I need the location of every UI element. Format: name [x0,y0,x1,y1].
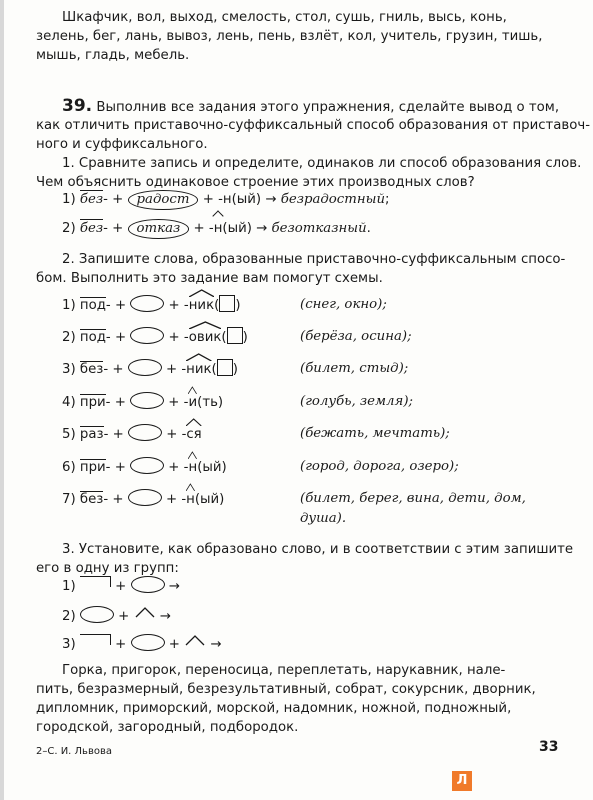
scheme-num: 2) [62,330,76,345]
operator: + - [193,221,214,236]
suffix-text: овик [188,330,222,345]
root-sign-icon [130,392,164,409]
text-line: как отличить приставочно-суффиксальный способ образования от приставоч- [36,118,591,133]
operator: + [115,579,127,594]
word-list-top [36,8,556,65]
text-line: 2. Запишите слова, образованные приставочно-суффиксальным спосо- [62,252,566,267]
source-words: (голубь, земля); [300,394,413,409]
text-line: 3. Установите, как образовано слово, и в соответствии с этим запишите [62,542,574,557]
example-num: 2) [62,221,76,236]
suffix-text: н [186,492,195,507]
task-2 [36,250,565,288]
operator: + [115,637,127,652]
exercise-intro: Выполнив все задания этого упражнения, сделайте вывод о том, [96,100,560,115]
source-words: (билет, стыд); [300,361,409,376]
suffix-sign-icon [184,634,206,646]
text-line: Чем объяснить одинаковое строение этих производных слов? [36,175,475,190]
prefix-mark: под [79,330,106,345]
page-edge [0,0,4,800]
derived-word: безрадостный [280,192,386,207]
root-sign-icon [128,489,162,506]
arrow: → [210,637,222,652]
punct: . [366,221,371,236]
text-line: Горка, пригорок, переносица, переплетать, нарукавник, нале- [62,663,506,678]
prefix-mark: под [79,298,106,313]
operator: + [118,609,130,624]
operator: - + [103,192,124,207]
prefix-mark: без [80,189,103,211]
suffix-text: ник [186,362,212,377]
publisher-logo: Л [452,771,472,791]
ending-text: (ый) [194,492,225,507]
example-num: 1) [62,192,76,207]
prefix-mark: при [79,460,106,475]
scheme-row: 6) при- + + - н(ый) (город, дорога, озеро); [62,457,227,477]
prefix-mark: без [79,492,104,507]
suffix-text: ник [188,298,215,313]
page-number: 33 [539,739,559,755]
ending-text: (ть) [197,395,224,410]
prefix-mark: при [79,395,106,410]
root-sign-icon [130,295,164,312]
prefix-sign-icon [80,576,111,587]
root-sign-icon [128,359,162,376]
root-oval: радост [128,190,199,210]
text-line: пить, безразмерный, безрезультативный, собрат, сокурсник, дворник, [36,682,536,697]
text-line: его в одну из групп: [36,561,179,576]
source-words: (билет, берег, вина, дети, дом, [300,491,526,506]
task-3 [36,540,573,578]
scheme-row: 7) без- + + - н(ый) (билет, берег, вина, дети, дом, душа). [62,489,224,509]
group-num: 3) [62,637,76,652]
source-words: (город, дорога, озеро); [300,459,459,474]
operator: (ый) → [222,221,268,236]
exercise-intro-cont [36,116,590,154]
suffix-mark [188,458,197,477]
operator: + -н(ый) → [202,192,277,207]
source-words: (бежать, мечтать); [300,426,450,441]
group-num: 2) [62,609,76,624]
suffix-text: и [188,395,198,410]
scheme-num: 1) [62,298,76,313]
scheme-num: 4) [62,395,76,410]
source-words: (снег, окно); [300,297,387,312]
root-sign-icon [80,606,114,623]
text-line: Шкафчик, вол, выход, смелость, стол, сушь, гниль, высь, конь, [62,10,507,25]
suffix-mark [186,425,201,444]
text-line: городской, загородный, подбородок. [36,720,299,735]
derived-word: безотказный [271,221,367,236]
text-line: бом. Выполнить это задание вам помогут схемы. [36,271,383,286]
suffix-sign-icon [134,606,156,618]
group-num: 1) [62,579,76,594]
text-line: дипломник, приморский, морской, надомник, ножной, подножный, [36,701,512,716]
scheme-num: 6) [62,460,76,475]
scheme-row: 4) при- + + - и(ть) (голубь, земля); [62,392,223,412]
exercise-number: 39. [62,96,93,116]
root-oval: отказ [128,219,190,239]
group-2 [62,606,171,626]
text-line: зелень, бег, лань, вывоз, лень, пень, взлёт, кол, учитель, грузин, тишь, [36,29,543,44]
task-1 [36,154,581,192]
source-words-cont: душа). [300,511,347,526]
scheme-row: 3) без- + + - ник( ) (билет, стыд); [62,359,238,379]
scheme-num: 7) [62,492,76,507]
root-sign-icon [130,457,164,474]
suffix-text: ся [186,427,202,442]
suffix-mark [186,490,195,509]
text-line: мышь, гладь, мебель. [36,48,190,63]
scheme-row: 1) под- + + - ник( ) (снег, окно); [62,295,241,315]
ending-box-icon [227,327,243,344]
root-sign-icon [131,576,165,593]
text-line: ного и суффиксального. [36,137,208,152]
footer-author: 2–С. И. Львова [36,746,112,757]
root-sign-icon [131,634,165,651]
group-3 [62,634,222,654]
scheme-num: 5) [62,427,76,442]
suffix-mark: н [214,218,223,240]
source-words: (берёза, осина); [300,329,412,344]
example-1 [62,189,390,211]
suffix-mark [189,296,214,315]
ending-text: (ый) [197,460,227,475]
text-line: 1. Сравните запись и определите, одинаков ли способ образования слов. [62,156,582,171]
prefix-mark: без [80,218,103,240]
scheme-row: 2) под- + + - овик( ) (берёза, осина); [62,327,248,347]
operator: - + [103,221,124,236]
exercise-heading [36,97,559,117]
arrow: → [159,609,171,624]
ending-box-icon [219,295,235,312]
scheme-row: 5) раз- + + - ся (бежать, мечтать); [62,424,202,444]
root-sign-icon [128,424,162,441]
ending-box-icon [217,359,233,376]
example-2 [62,218,371,240]
prefix-sign-icon [80,634,111,645]
punct: ; [385,192,390,207]
group-1 [62,576,180,596]
arrow: → [168,579,180,594]
suffix-mark [189,328,222,347]
word-list-bottom [36,661,536,737]
suffix-text: н [188,460,198,475]
prefix-mark: без [79,362,104,377]
suffix-mark [186,360,211,379]
suffix-mark [188,393,197,412]
root-sign-icon [130,327,164,344]
operator: + [168,637,180,652]
prefix-mark: раз [79,427,104,442]
scheme-num: 3) [62,362,76,377]
